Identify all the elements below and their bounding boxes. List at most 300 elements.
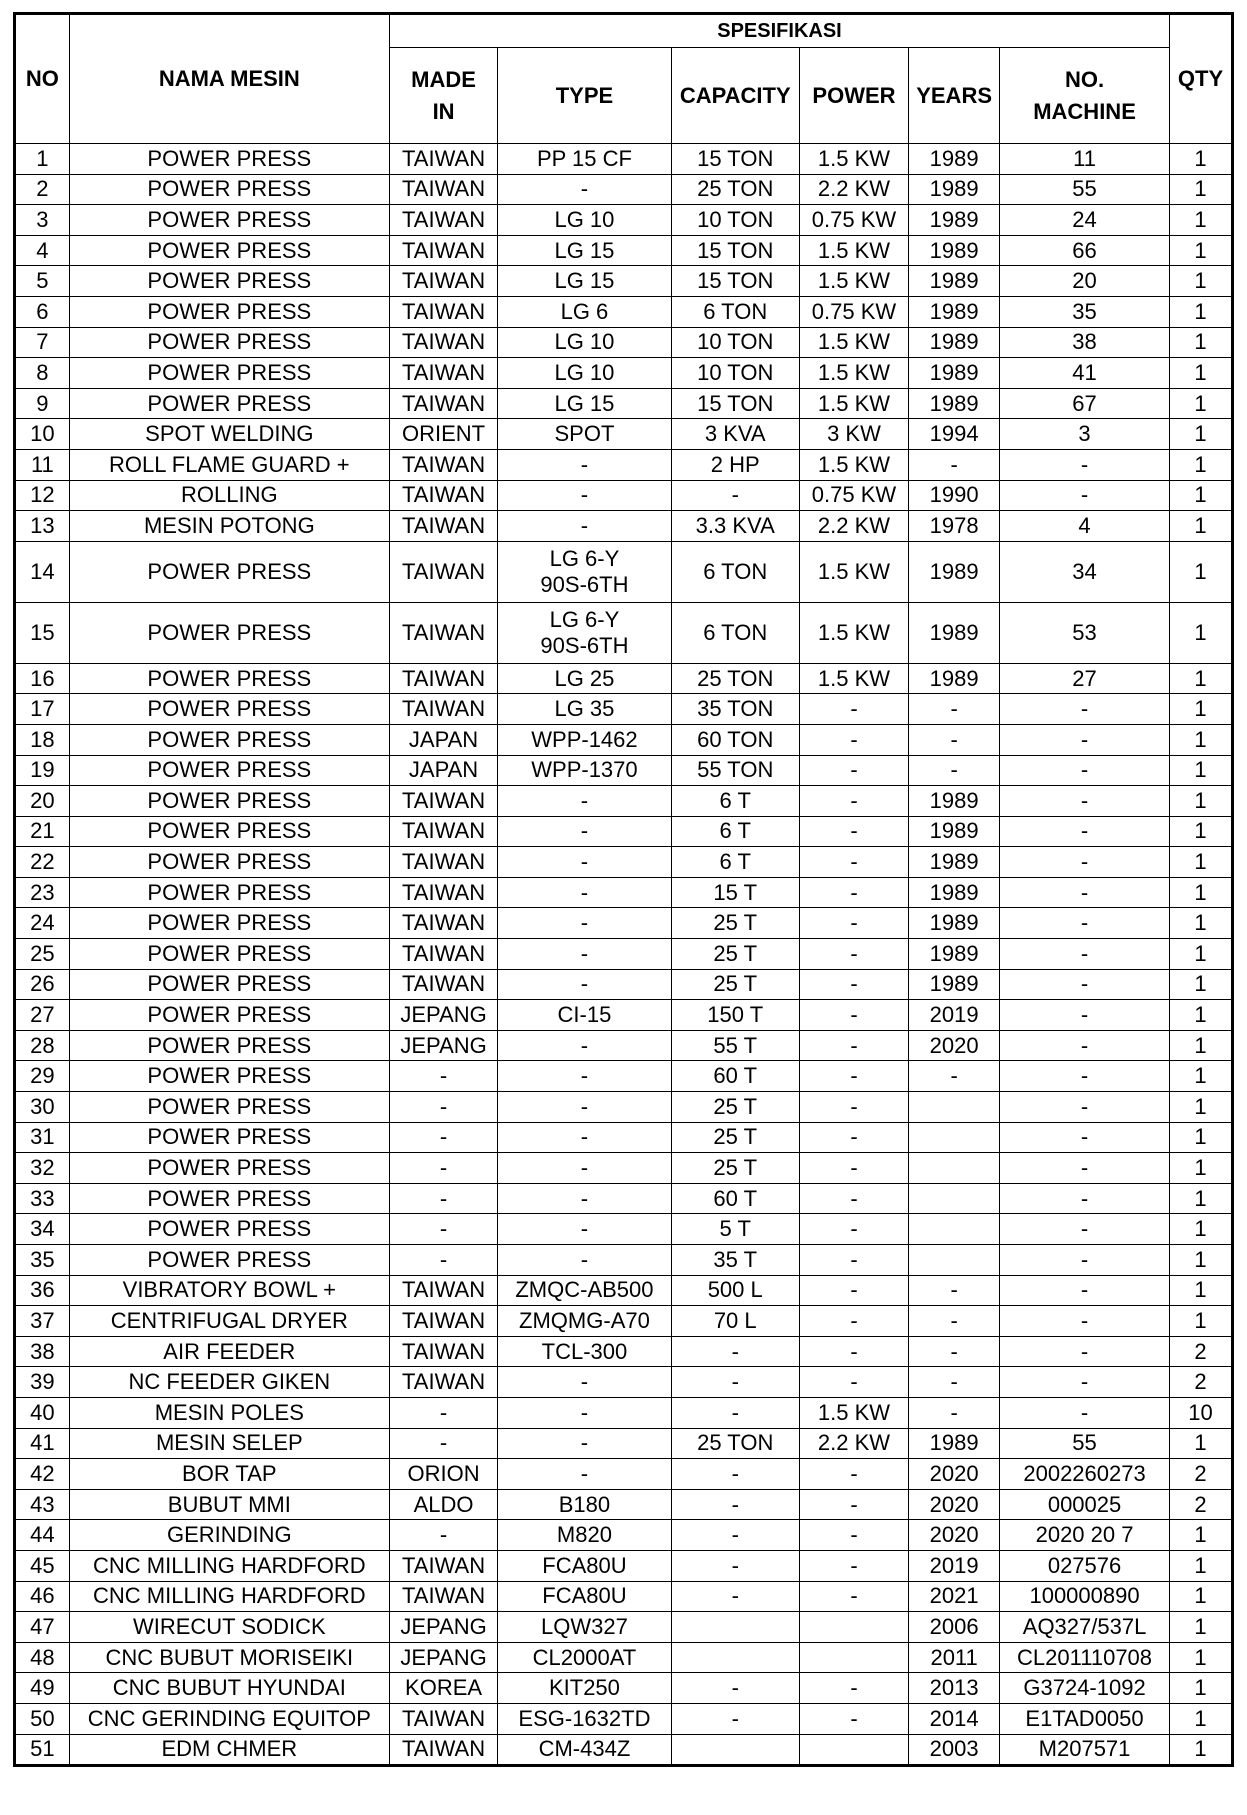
- cell-made-in: TAIWAN: [389, 1703, 497, 1734]
- cell-type: -: [498, 786, 671, 817]
- cell-power: -: [799, 1122, 908, 1153]
- cell-made-in: TAIWAN: [389, 358, 497, 389]
- cell-no: 37: [15, 1306, 70, 1337]
- cell-capacity: -: [671, 1703, 799, 1734]
- cell-power: -: [799, 786, 908, 817]
- cell-nama-mesin: NC FEEDER GIKEN: [69, 1367, 389, 1398]
- cell-made-in: TAIWAN: [389, 1581, 497, 1612]
- cell-no-machine: -: [1000, 1153, 1170, 1184]
- cell-power: -: [799, 1336, 908, 1367]
- header-capacity: CAPACITY: [671, 48, 799, 144]
- cell-no: 13: [15, 511, 70, 542]
- cell-power: 2.2 KW: [799, 174, 908, 205]
- cell-made-in: JEPANG: [389, 1612, 497, 1643]
- cell-made-in: JEPANG: [389, 1642, 497, 1673]
- cell-capacity: 3 KVA: [671, 419, 799, 450]
- cell-no-machine: 66: [1000, 235, 1170, 266]
- cell-years: 1994: [909, 419, 1000, 450]
- cell-no-machine: 67: [1000, 388, 1170, 419]
- cell-qty: 1: [1170, 235, 1233, 266]
- cell-power: -: [799, 1245, 908, 1276]
- cell-years: 2020: [909, 1520, 1000, 1551]
- cell-nama-mesin: POWER PRESS: [69, 1245, 389, 1276]
- cell-nama-mesin: POWER PRESS: [69, 388, 389, 419]
- cell-type: KIT250: [498, 1673, 671, 1704]
- cell-nama-mesin: POWER PRESS: [69, 541, 389, 602]
- cell-nama-mesin: CNC MILLING HARDFORD: [69, 1550, 389, 1581]
- cell-no: 29: [15, 1061, 70, 1092]
- cell-made-in: -: [389, 1092, 497, 1123]
- cell-no: 22: [15, 847, 70, 878]
- cell-capacity: 25 T: [671, 1092, 799, 1123]
- cell-no: 2: [15, 174, 70, 205]
- cell-no: 40: [15, 1397, 70, 1428]
- cell-type: TCL-300: [498, 1336, 671, 1367]
- cell-qty: 1: [1170, 419, 1233, 450]
- cell-power: 3 KW: [799, 419, 908, 450]
- cell-no-machine: 35: [1000, 296, 1170, 327]
- cell-made-in: TAIWAN: [389, 541, 497, 602]
- cell-made-in: TAIWAN: [389, 1336, 497, 1367]
- cell-capacity: 6 TON: [671, 602, 799, 663]
- cell-qty: 1: [1170, 449, 1233, 480]
- cell-power: -: [799, 877, 908, 908]
- cell-capacity: 60 T: [671, 1183, 799, 1214]
- cell-no: 15: [15, 602, 70, 663]
- cell-no: 30: [15, 1092, 70, 1123]
- table-row: [15, 939, 1233, 970]
- cell-capacity: -: [671, 1550, 799, 1581]
- cell-capacity: 6 TON: [671, 296, 799, 327]
- cell-qty: 1: [1170, 1612, 1233, 1643]
- cell-qty: 1: [1170, 908, 1233, 939]
- cell-no: 3: [15, 205, 70, 236]
- cell-no: 41: [15, 1428, 70, 1459]
- cell-capacity: 15 TON: [671, 388, 799, 419]
- cell-power: -: [799, 1520, 908, 1551]
- cell-no: 34: [15, 1214, 70, 1245]
- cell-power: -: [799, 847, 908, 878]
- cell-capacity: 3.3 KVA: [671, 511, 799, 542]
- table-row: [15, 1459, 1233, 1490]
- cell-no-machine: -: [1000, 1030, 1170, 1061]
- cell-no-machine: -: [1000, 969, 1170, 1000]
- cell-nama-mesin: POWER PRESS: [69, 1183, 389, 1214]
- cell-qty: 1: [1170, 1183, 1233, 1214]
- cell-type: -: [498, 1153, 671, 1184]
- cell-capacity: 2 HP: [671, 449, 799, 480]
- cell-no: 48: [15, 1642, 70, 1673]
- cell-type: LG 6-Y 90S-6TH: [498, 602, 671, 663]
- cell-power: -: [799, 1489, 908, 1520]
- cell-made-in: TAIWAN: [389, 877, 497, 908]
- cell-no-machine: 34: [1000, 541, 1170, 602]
- cell-nama-mesin: WIRECUT SODICK: [69, 1612, 389, 1643]
- cell-power: 0.75 KW: [799, 296, 908, 327]
- cell-made-in: TAIWAN: [389, 449, 497, 480]
- table-row: [15, 847, 1233, 878]
- cell-capacity: 500 L: [671, 1275, 799, 1306]
- table-row: [15, 602, 1233, 663]
- cell-qty: 2: [1170, 1367, 1233, 1398]
- cell-nama-mesin: POWER PRESS: [69, 755, 389, 786]
- cell-made-in: TAIWAN: [389, 266, 497, 297]
- cell-qty: 1: [1170, 358, 1233, 389]
- cell-nama-mesin: SPOT WELDING: [69, 419, 389, 450]
- cell-qty: 1: [1170, 1275, 1233, 1306]
- table-row: [15, 1122, 1233, 1153]
- cell-qty: 1: [1170, 327, 1233, 358]
- cell-power: -: [799, 1459, 908, 1490]
- cell-power: -: [799, 1153, 908, 1184]
- table-row: [15, 449, 1233, 480]
- cell-power: 1.5 KW: [799, 663, 908, 694]
- cell-capacity: -: [671, 1520, 799, 1551]
- cell-power: 0.75 KW: [799, 205, 908, 236]
- table-row: [15, 1550, 1233, 1581]
- cell-capacity: 15 TON: [671, 266, 799, 297]
- cell-years: [909, 1092, 1000, 1123]
- cell-no-machine: -: [1000, 755, 1170, 786]
- cell-qty: 1: [1170, 266, 1233, 297]
- cell-power: -: [799, 1581, 908, 1612]
- cell-years: 2020: [909, 1459, 1000, 1490]
- cell-no: 26: [15, 969, 70, 1000]
- cell-made-in: TAIWAN: [389, 847, 497, 878]
- cell-nama-mesin: POWER PRESS: [69, 174, 389, 205]
- cell-no: 38: [15, 1336, 70, 1367]
- cell-qty: 1: [1170, 1245, 1233, 1276]
- cell-power: -: [799, 1061, 908, 1092]
- cell-qty: 1: [1170, 847, 1233, 878]
- cell-no-machine: 55: [1000, 174, 1170, 205]
- header-nama-mesin: NAMA MESIN: [69, 14, 389, 144]
- cell-made-in: ORIENT: [389, 419, 497, 450]
- cell-capacity: 25 T: [671, 939, 799, 970]
- cell-power: [799, 1734, 908, 1766]
- cell-capacity: 25 TON: [671, 174, 799, 205]
- cell-years: [909, 1183, 1000, 1214]
- cell-no-machine: -: [1000, 877, 1170, 908]
- cell-made-in: TAIWAN: [389, 602, 497, 663]
- cell-years: -: [909, 1061, 1000, 1092]
- table-row: [15, 1336, 1233, 1367]
- cell-no-machine: -: [1000, 1245, 1170, 1276]
- cell-qty: 1: [1170, 1642, 1233, 1673]
- cell-type: B180: [498, 1489, 671, 1520]
- cell-type: FCA80U: [498, 1581, 671, 1612]
- cell-no-machine: -: [1000, 908, 1170, 939]
- cell-power: -: [799, 1183, 908, 1214]
- table-row: [15, 1397, 1233, 1428]
- cell-qty: 1: [1170, 388, 1233, 419]
- table-row: [15, 388, 1233, 419]
- cell-made-in: TAIWAN: [389, 816, 497, 847]
- cell-type: -: [498, 1061, 671, 1092]
- cell-qty: 10: [1170, 1397, 1233, 1428]
- cell-made-in: -: [389, 1214, 497, 1245]
- cell-no: 43: [15, 1489, 70, 1520]
- cell-capacity: 150 T: [671, 1000, 799, 1031]
- cell-power: 1.5 KW: [799, 235, 908, 266]
- header-spesifikasi: SPESIFIKASI: [389, 14, 1169, 48]
- cell-type: LQW327: [498, 1612, 671, 1643]
- header-years: YEARS: [909, 48, 1000, 144]
- table-row: [15, 816, 1233, 847]
- cell-power: -: [799, 969, 908, 1000]
- cell-power: -: [799, 1673, 908, 1704]
- cell-no-machine: -: [1000, 1306, 1170, 1337]
- cell-capacity: -: [671, 1336, 799, 1367]
- cell-years: 1989: [909, 877, 1000, 908]
- cell-made-in: KOREA: [389, 1673, 497, 1704]
- cell-nama-mesin: POWER PRESS: [69, 694, 389, 725]
- cell-nama-mesin: VIBRATORY BOWL +: [69, 1275, 389, 1306]
- cell-years: 2014: [909, 1703, 1000, 1734]
- cell-qty: 1: [1170, 969, 1233, 1000]
- cell-years: 2011: [909, 1642, 1000, 1673]
- cell-qty: 1: [1170, 877, 1233, 908]
- cell-no-machine: -: [1000, 786, 1170, 817]
- cell-no-machine: 27: [1000, 663, 1170, 694]
- cell-type: -: [498, 449, 671, 480]
- table-row: [15, 1612, 1233, 1643]
- cell-no: 23: [15, 877, 70, 908]
- cell-nama-mesin: POWER PRESS: [69, 1000, 389, 1031]
- cell-nama-mesin: POWER PRESS: [69, 1061, 389, 1092]
- cell-type: -: [498, 1245, 671, 1276]
- cell-made-in: JAPAN: [389, 724, 497, 755]
- cell-no: 20: [15, 786, 70, 817]
- cell-no: 31: [15, 1122, 70, 1153]
- cell-qty: 1: [1170, 296, 1233, 327]
- cell-power: 1.5 KW: [799, 144, 908, 175]
- cell-nama-mesin: EDM CHMER: [69, 1734, 389, 1766]
- cell-years: -: [909, 1336, 1000, 1367]
- cell-no-machine: 24: [1000, 205, 1170, 236]
- cell-power: -: [799, 1275, 908, 1306]
- cell-nama-mesin: POWER PRESS: [69, 235, 389, 266]
- cell-capacity: 6 T: [671, 847, 799, 878]
- cell-qty: 1: [1170, 1306, 1233, 1337]
- cell-qty: 2: [1170, 1336, 1233, 1367]
- cell-no: 19: [15, 755, 70, 786]
- cell-qty: 1: [1170, 724, 1233, 755]
- cell-no-machine: -: [1000, 939, 1170, 970]
- cell-no-machine: 2020 20 7: [1000, 1520, 1170, 1551]
- cell-qty: 1: [1170, 602, 1233, 663]
- cell-made-in: TAIWAN: [389, 1306, 497, 1337]
- cell-no-machine: 11: [1000, 144, 1170, 175]
- cell-qty: 2: [1170, 1459, 1233, 1490]
- cell-made-in: TAIWAN: [389, 205, 497, 236]
- cell-nama-mesin: POWER PRESS: [69, 144, 389, 175]
- cell-years: 1989: [909, 296, 1000, 327]
- cell-no-machine: 53: [1000, 602, 1170, 663]
- cell-type: -: [498, 847, 671, 878]
- cell-no-machine: G3724-1092: [1000, 1673, 1170, 1704]
- cell-type: -: [498, 1367, 671, 1398]
- cell-no: 33: [15, 1183, 70, 1214]
- cell-type: -: [498, 908, 671, 939]
- table-row: [15, 1000, 1233, 1031]
- cell-qty: 1: [1170, 663, 1233, 694]
- cell-qty: 1: [1170, 174, 1233, 205]
- cell-years: [909, 1214, 1000, 1245]
- header-qty: QTY: [1170, 14, 1233, 144]
- cell-years: -: [909, 694, 1000, 725]
- cell-type: -: [498, 939, 671, 970]
- cell-power: 1.5 KW: [799, 388, 908, 419]
- cell-qty: 1: [1170, 1122, 1233, 1153]
- cell-no-machine: -: [1000, 847, 1170, 878]
- cell-qty: 1: [1170, 1581, 1233, 1612]
- cell-years: [909, 1245, 1000, 1276]
- cell-no: 49: [15, 1673, 70, 1704]
- cell-nama-mesin: AIR FEEDER: [69, 1336, 389, 1367]
- table-row: [15, 1489, 1233, 1520]
- cell-no-machine: -: [1000, 1275, 1170, 1306]
- cell-no: 16: [15, 663, 70, 694]
- cell-made-in: -: [389, 1520, 497, 1551]
- cell-years: -: [909, 755, 1000, 786]
- cell-type: ZMQC-AB500: [498, 1275, 671, 1306]
- cell-qty: 1: [1170, 144, 1233, 175]
- table-row: [15, 327, 1233, 358]
- cell-capacity: 6 T: [671, 816, 799, 847]
- cell-qty: 1: [1170, 205, 1233, 236]
- cell-made-in: -: [389, 1245, 497, 1276]
- cell-years: 1989: [909, 663, 1000, 694]
- table-row: [15, 1367, 1233, 1398]
- cell-years: 1989: [909, 1428, 1000, 1459]
- table-row: [15, 1734, 1233, 1766]
- cell-years: [909, 1153, 1000, 1184]
- table-row: [15, 1153, 1233, 1184]
- table-row: [15, 724, 1233, 755]
- table-row: [15, 1183, 1233, 1214]
- cell-years: 1989: [909, 602, 1000, 663]
- table-row: [15, 1275, 1233, 1306]
- cell-years: -: [909, 1275, 1000, 1306]
- cell-years: 2020: [909, 1030, 1000, 1061]
- cell-type: LG 25: [498, 663, 671, 694]
- header-type: TYPE: [498, 48, 671, 144]
- cell-years: -: [909, 724, 1000, 755]
- cell-qty: 1: [1170, 1550, 1233, 1581]
- cell-nama-mesin: POWER PRESS: [69, 877, 389, 908]
- table-row: [15, 1703, 1233, 1734]
- cell-no: 10: [15, 419, 70, 450]
- cell-type: WPP-1462: [498, 724, 671, 755]
- cell-qty: 1: [1170, 939, 1233, 970]
- header-no: NO: [15, 14, 70, 144]
- cell-no: 17: [15, 694, 70, 725]
- cell-no: 14: [15, 541, 70, 602]
- cell-no-machine: -: [1000, 816, 1170, 847]
- table-row: [15, 1214, 1233, 1245]
- cell-no-machine: -: [1000, 1061, 1170, 1092]
- cell-nama-mesin: POWER PRESS: [69, 908, 389, 939]
- cell-no: 12: [15, 480, 70, 511]
- cell-made-in: TAIWAN: [389, 235, 497, 266]
- cell-years: 1989: [909, 327, 1000, 358]
- cell-power: -: [799, 755, 908, 786]
- cell-power: -: [799, 1214, 908, 1245]
- cell-power: -: [799, 1030, 908, 1061]
- cell-type: -: [498, 511, 671, 542]
- table-row: [15, 144, 1233, 175]
- table-row: [15, 358, 1233, 389]
- cell-nama-mesin: CNC MILLING HARDFORD: [69, 1581, 389, 1612]
- cell-type: -: [498, 1030, 671, 1061]
- cell-nama-mesin: POWER PRESS: [69, 266, 389, 297]
- cell-made-in: -: [389, 1183, 497, 1214]
- cell-made-in: TAIWAN: [389, 1275, 497, 1306]
- cell-power: -: [799, 724, 908, 755]
- cell-years: 1990: [909, 480, 1000, 511]
- cell-made-in: TAIWAN: [389, 388, 497, 419]
- table-row: [15, 755, 1233, 786]
- cell-years: 1989: [909, 969, 1000, 1000]
- cell-power: -: [799, 816, 908, 847]
- cell-capacity: 55 T: [671, 1030, 799, 1061]
- table-row: [15, 1030, 1233, 1061]
- table-row: [15, 419, 1233, 450]
- cell-made-in: TAIWAN: [389, 1734, 497, 1766]
- table-row: [15, 1061, 1233, 1092]
- table-row: [15, 541, 1233, 602]
- cell-no: 18: [15, 724, 70, 755]
- cell-no-machine: 41: [1000, 358, 1170, 389]
- cell-no: 9: [15, 388, 70, 419]
- cell-no-machine: CL201110708: [1000, 1642, 1170, 1673]
- table-row: [15, 877, 1233, 908]
- table-row: [15, 663, 1233, 694]
- cell-no-machine: -: [1000, 1214, 1170, 1245]
- cell-qty: 1: [1170, 1520, 1233, 1551]
- cell-no: 25: [15, 939, 70, 970]
- cell-no-machine: -: [1000, 1367, 1170, 1398]
- cell-years: -: [909, 449, 1000, 480]
- cell-type: LG 10: [498, 327, 671, 358]
- cell-capacity: 55 TON: [671, 755, 799, 786]
- cell-capacity: 5 T: [671, 1214, 799, 1245]
- cell-nama-mesin: POWER PRESS: [69, 786, 389, 817]
- cell-type: -: [498, 877, 671, 908]
- cell-no-machine: -: [1000, 724, 1170, 755]
- cell-type: -: [498, 816, 671, 847]
- cell-type: LG 15: [498, 235, 671, 266]
- cell-made-in: TAIWAN: [389, 1550, 497, 1581]
- header-no-machine: NO. MACHINE: [1000, 48, 1170, 144]
- table-row: [15, 786, 1233, 817]
- cell-capacity: [671, 1612, 799, 1643]
- cell-capacity: 25 T: [671, 1153, 799, 1184]
- cell-type: WPP-1370: [498, 755, 671, 786]
- table-row: [15, 480, 1233, 511]
- cell-no: 5: [15, 266, 70, 297]
- cell-no-machine: -: [1000, 1000, 1170, 1031]
- cell-nama-mesin: POWER PRESS: [69, 1214, 389, 1245]
- cell-no-machine: E1TAD0050: [1000, 1703, 1170, 1734]
- cell-capacity: 25 T: [671, 908, 799, 939]
- cell-power: -: [799, 1367, 908, 1398]
- cell-made-in: ALDO: [389, 1489, 497, 1520]
- table-row: [15, 969, 1233, 1000]
- cell-made-in: TAIWAN: [389, 969, 497, 1000]
- cell-type: LG 15: [498, 266, 671, 297]
